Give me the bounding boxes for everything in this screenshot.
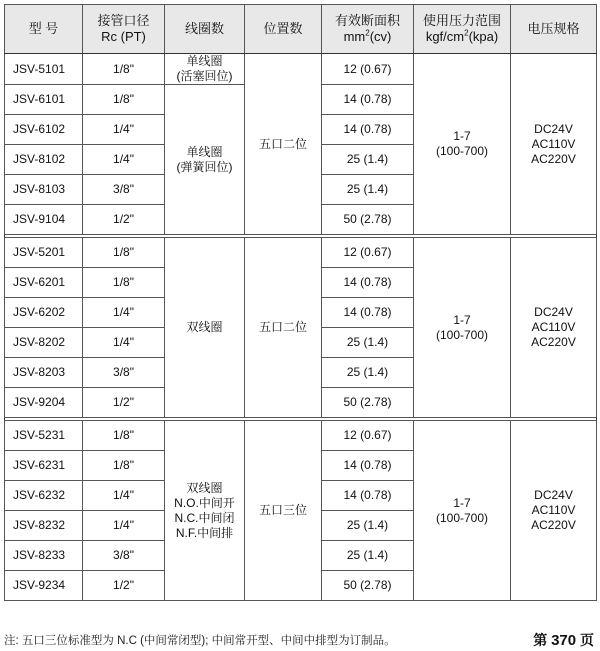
port-cell: 1/4" [83, 328, 165, 358]
port-cell: 1/4" [83, 145, 165, 175]
port-cell: 1/2" [83, 388, 165, 418]
area-cell: 50 (2.78) [322, 571, 414, 601]
model-cell: JSV-6102 [5, 115, 83, 145]
area-cell: 25 (1.4) [322, 145, 414, 175]
area-cell: 14 (0.78) [322, 481, 414, 511]
pressure-cell: 1-7 (100-700) [414, 54, 511, 235]
coil-cell-piston: 单线圈 (活塞回位) [165, 54, 245, 85]
coil-cell: 双线圈 N.O.中间开 N.C.中间闭 N.F.中间排 [165, 421, 245, 601]
area-cell: 12 (0.67) [322, 54, 414, 85]
area-cell: 14 (0.78) [322, 451, 414, 481]
area-cell: 12 (0.67) [322, 238, 414, 268]
table-row [5, 238, 597, 268]
model-cell: JSV-6231 [5, 451, 83, 481]
footer [4, 630, 596, 648]
coil-cell-spring: 单线圈 (弹簧回位) [165, 85, 245, 235]
model-cell: JSV-9204 [5, 388, 83, 418]
pressure-cell: 1-7 (100-700) [414, 421, 511, 601]
model-cell: JSV-6201 [5, 268, 83, 298]
area-cell: 25 (1.4) [322, 541, 414, 571]
header-model: 型 号 [5, 5, 83, 54]
header-voltage: 电压规格 [511, 5, 597, 54]
table-row [5, 54, 597, 85]
port-cell: 1/2" [83, 571, 165, 601]
area-cell: 14 (0.78) [322, 115, 414, 145]
model-cell: JSV-5101 [5, 54, 83, 85]
port-cell: 3/8" [83, 541, 165, 571]
header-port: 接管口径 Rc (PT) [83, 5, 165, 54]
area-cell: 25 (1.4) [322, 328, 414, 358]
header-position: 位置数 [245, 5, 322, 54]
page-number: 第 370 页 [533, 632, 594, 649]
coil-cell: 双线圈 [165, 238, 245, 418]
area-cell: 14 (0.78) [322, 298, 414, 328]
port-cell: 3/8" [83, 358, 165, 388]
header-coil: 线圈数 [165, 5, 245, 54]
position-cell: 五口三位 [245, 421, 322, 601]
footnote: 注: 五口三位标准型为 N.C (中间常闭型); 中间常开型、中间中排型为订制品。 [4, 635, 396, 647]
position-cell: 五口二位 [245, 238, 322, 418]
voltage-cell: DC24V AC110V AC220V [511, 54, 597, 235]
area-cell: 50 (2.78) [322, 205, 414, 235]
port-cell: 1/8" [83, 238, 165, 268]
header-pressure: 使用压力范围 kgf/$cm^2(kpa)$ [414, 5, 511, 54]
area-cell: 12 (0.67) [322, 421, 414, 451]
area-cell: 14 (0.78) [322, 85, 414, 115]
voltage-cell: DC24V AC110V AC220V [511, 238, 597, 418]
port-cell: 1/4" [83, 298, 165, 328]
model-cell: JSV-8203 [5, 358, 83, 388]
model-cell: JSV-9234 [5, 571, 83, 601]
header-row [5, 5, 597, 54]
header-area: 有效断面积 $mm^2(cv)$ [322, 5, 414, 54]
port-cell: 1/2" [83, 205, 165, 235]
model-cell: JSV-6101 [5, 85, 83, 115]
area-cell: 50 (2.78) [322, 388, 414, 418]
table-row [5, 421, 597, 451]
model-cell: JSV-8103 [5, 175, 83, 205]
model-cell: JSV-6202 [5, 298, 83, 328]
model-cell: JSV-5201 [5, 238, 83, 268]
area-cell: 14 (0.78) [322, 268, 414, 298]
position-cell: 五口二位 [245, 54, 322, 235]
model-cell: JSV-8232 [5, 511, 83, 541]
port-cell: 1/4" [83, 511, 165, 541]
port-cell: 3/8" [83, 175, 165, 205]
port-cell: 1/4" [83, 481, 165, 511]
pressure-cell: 1-7 (100-700) [414, 238, 511, 418]
model-cell: JSV-8233 [5, 541, 83, 571]
area-cell: 25 (1.4) [322, 511, 414, 541]
spec-table [4, 4, 597, 601]
model-cell: JSV-8202 [5, 328, 83, 358]
model-cell: JSV-8102 [5, 145, 83, 175]
port-cell: 1/8" [83, 451, 165, 481]
port-cell: 1/8" [83, 54, 165, 85]
area-cell: 25 (1.4) [322, 175, 414, 205]
port-cell: 1/8" [83, 85, 165, 115]
model-cell: JSV-6232 [5, 481, 83, 511]
port-cell: 1/4" [83, 115, 165, 145]
voltage-cell: DC24V AC110V AC220V [511, 421, 597, 601]
port-cell: 1/8" [83, 421, 165, 451]
model-cell: JSV-9104 [5, 205, 83, 235]
model-cell: JSV-5231 [5, 421, 83, 451]
port-cell: 1/8" [83, 268, 165, 298]
area-cell: 25 (1.4) [322, 358, 414, 388]
